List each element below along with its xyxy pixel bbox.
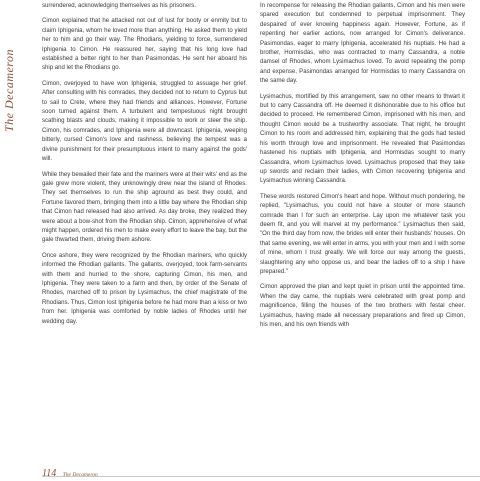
footer-title: The Decameron bbox=[62, 472, 98, 478]
paragraph: Lysimachus, mortified by this arrangement, saw no other means to thwart it but to carry Cassandra off. He deemed it dishonorable due to his office but decided to proceed. He remembered Cimon, imprisoned with his men, and thought Cimon would be a trustworthy associate. That night, he brought Cimon to his room and addressed him, explaining that the gods had tested his worth through love and imprisonment. He revealed that Pasimondas hastened his nuptials with Iphigenia, and Hormisdas sought to marry Cassandra, whom Lysimachus loved. Lysimachus proposed that they take up swords and reclaim their ladies, with Cimon recovering Iphigenia and Lysimachus winning Cassandra. bbox=[260, 93, 465, 185]
running-head-title: The Decameron bbox=[2, 48, 16, 132]
paragraph: surrendered, acknowledging themselves as his prisoners. bbox=[42, 3, 196, 9]
page-footer bbox=[42, 463, 98, 481]
footer-divider bbox=[42, 476, 480, 477]
right-text-column bbox=[260, 2, 465, 336]
paragraph: These words restored Cimon's heart and hope. Without much pondering, he replied, "Lysimachus, you could not have a stouter or more staunch comrade than I for such an enterprise. Lay upon me whatever task you deem fit, and you will marvel at my performance." Lysimachus then said, "On the third day from now, the brides will enter their husbands' houses. On that same evening, we will enter in arms, you with your men and I with some of mine, whom I trust greatly. We will force our way among the guests, slaughtering any who oppose us, and bear the ladies off to a ship I have prepared." bbox=[260, 193, 465, 275]
paragraph: While they bewailed their fate and the mariners were at their wits' end as the gale grew more violent, they unknowingly drew near the island of Rhodes. They set themselves to run the ship aground as best they could, and Fortune favored them, bringing them into a little bay where the Rhodian ship that Cimon had released had also arrived. As day broke, they realized they were about a bow-shot from the Rhodian ship. Cimon, apprehensive of what might happen, ordered his men to make every effort to leave the bay, but the gale thwarted them, driving them ashore. bbox=[42, 171, 247, 244]
left-text-column bbox=[42, 2, 247, 333]
page-number: 114 bbox=[42, 468, 57, 479]
paragraph: In recompense for releasing the Rhodian gallants, Cimon and his men were spared execution but condemned to perpetual imprisonment. They despaired of ever knowing happiness again. However, Fortune, as if repenting her earlier actions, now arranged for Cimon's deliverance. Pasimondas, eager to marry Iphigenia, accelerated his nuptials. He had a brother, Hormisdas, who was contracted to marry Cassandra, a noble damsel of Rhodes, whom Lysimachus loved. To avoid repeating the pomp and expense, Pasimondas arranged for Hormisdas to marry Cassandra on the same day. bbox=[260, 3, 465, 85]
paragraph: Cimon, overjoyed to have won Iphigenia, struggled to assuage her grief. After consulting with his comrades, they decided not to return to Cyprus but to sail to Crete, where they had friends and alliances. However, Fortune soon turned against them. A turbulent and tempestuous night brought scathing blasts and clouds, making it impossible to work or steer the ship. Cimon, his comrades, and Iphigenia were all downcast. Iphigenia, weeping bitterly, cursed Cimon's love and rashness, believing the tempest was a divine punishment for their presumptuous intent to marry against the gods' will. bbox=[42, 80, 247, 163]
paragraph: Cimon approved the plan and kept quiet in prison until the appointed time. When the day came, the nuptials were celebrated with great pomp and magnificence, filling the houses of the two brothers with festal cheer. Lysimachus, having made all necessary preparations and fired up Cimon, his men, and his own friends with bbox=[260, 284, 465, 328]
paragraph: Cimon explained that he attacked not out of lust for booty or enmity but to claim Iphigenia, whom he loved more than anything. He asked them to yield her to him and go their way. The Rhodians, yielding to force, surrendered Iphigenia to Cimon. He reassured her, saying that his long love had established a better right to her than Pasimondas. He sent her aboard his ship and let the Rhodians go. bbox=[42, 18, 247, 72]
paragraph: Once ashore, they were recognized by the Rhodian mariners, who quickly informed the Rhodian gallants. The gallants, overjoyed, took farm-servants with them and hurried to the shore, capturing Cimon, his men, and Iphigenia. They were taken to a farm and then, by order of the Senate of Rhodes, marched off to prison by Lysimachus, the chief magistrate of the Rhodians. Thus, Cimon lost Iphigenia before he had more than a kiss or two from her. Iphigenia was comforted by noble ladies of Rhodes until her wedding day. bbox=[42, 252, 247, 325]
